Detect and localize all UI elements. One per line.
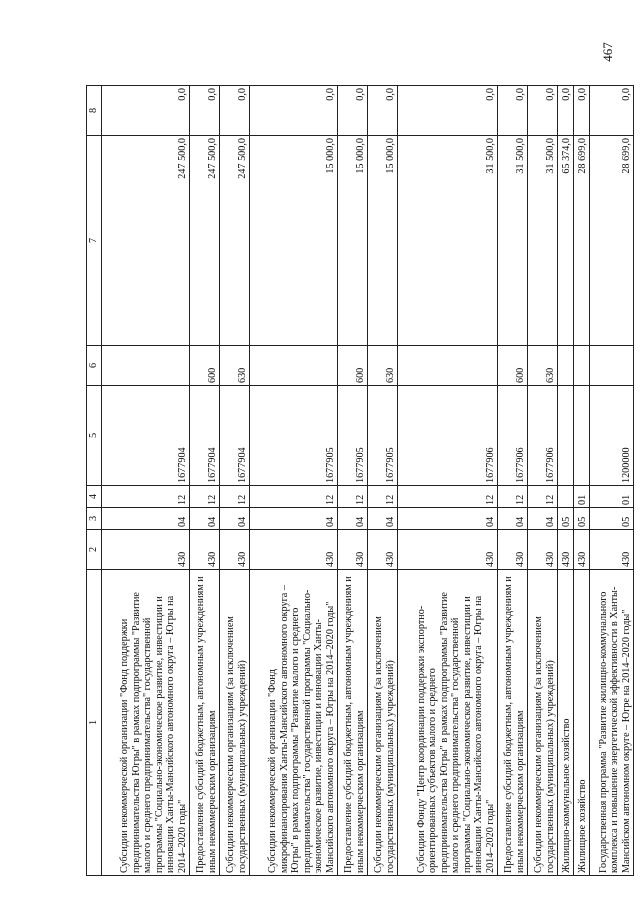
- column-header-4: 4: [87, 486, 102, 508]
- cell-code-4: 12: [102, 486, 190, 508]
- cell-amount: 247 500,0: [220, 136, 250, 346]
- row-name: Субсидии некоммерческим организациям (за исключением государственных (муниципальных) учреждений): [368, 570, 398, 876]
- cell-code-4: 01: [574, 486, 590, 508]
- cell-code-4: 12: [190, 486, 220, 508]
- cell-code-3: 05: [558, 508, 574, 530]
- cell-code-5: 1677906: [498, 386, 528, 486]
- table-row: [590, 86, 634, 876]
- cell-amount-2: 0,0: [102, 86, 190, 136]
- cell-code-3: 04: [498, 508, 528, 530]
- rotated-table-container: [86, 86, 632, 876]
- cell-code-2: 430: [220, 530, 250, 570]
- row-name: Предоставление субсидий бюджетным, автономным учреждениям и иным некоммерческим организациям: [498, 570, 528, 876]
- column-header-1: 1: [87, 570, 102, 876]
- cell-code-4: 12: [368, 486, 398, 508]
- table-row: [574, 86, 590, 876]
- cell-code-2: 430: [398, 530, 498, 570]
- cell-code-6: [590, 346, 634, 386]
- column-header-6: 6: [87, 346, 102, 386]
- budget-table: [86, 85, 634, 876]
- cell-code-3: 04: [190, 508, 220, 530]
- table-row: [498, 86, 528, 876]
- cell-amount: 31 500,0: [528, 136, 558, 346]
- cell-code-3: 05: [590, 508, 634, 530]
- page-number: 467: [599, 42, 615, 62]
- column-header-3: 3: [87, 508, 102, 530]
- cell-code-2: 430: [102, 530, 190, 570]
- cell-code-4: 12: [250, 486, 338, 508]
- column-header-5: 5: [87, 386, 102, 486]
- cell-amount-2: 0,0: [574, 86, 590, 136]
- cell-code-5: 1677906: [528, 386, 558, 486]
- table-body: [102, 86, 634, 876]
- cell-code-2: 430: [190, 530, 220, 570]
- cell-code-4: [558, 486, 574, 508]
- cell-amount-2: 0,0: [398, 86, 498, 136]
- row-name: Субсидии некоммерческой организации "Фонд поддержки предпринимательства Югры" в рамках подпрограммы "Развитие малого и среднего предпринимательства" государственной программы "Социально-экономическое развитие, инвестиции и инновации Ханты-Мансийского автономного округа – Югры на 2014–2020 годы": [102, 570, 190, 876]
- row-name: Предоставление субсидий бюджетным, автономным учреждениям и иным некоммерческим организациям: [190, 570, 220, 876]
- table-row: [338, 86, 368, 876]
- cell-code-6: [102, 346, 190, 386]
- cell-amount: 65 374,0: [558, 136, 574, 346]
- cell-code-5: 1677904: [220, 386, 250, 486]
- cell-code-5: 1677905: [368, 386, 398, 486]
- row-name: Субсидии некоммерческим организациям (за исключением государственных (муниципальных) учреждений): [528, 570, 558, 876]
- cell-code-6: [574, 346, 590, 386]
- cell-code-5: 1677906: [398, 386, 498, 486]
- cell-code-5: 1677904: [190, 386, 220, 486]
- cell-amount: 28 699,0: [574, 136, 590, 346]
- table-row: [398, 86, 498, 876]
- cell-code-4: 12: [338, 486, 368, 508]
- cell-amount: 28 699,0: [590, 136, 634, 346]
- header-row: [87, 86, 102, 876]
- cell-code-3: 04: [220, 508, 250, 530]
- cell-code-4: 01: [590, 486, 634, 508]
- cell-code-3: 04: [102, 508, 190, 530]
- cell-code-5: 1677905: [338, 386, 368, 486]
- table-row: [102, 86, 190, 876]
- cell-amount-2: 0,0: [338, 86, 368, 136]
- table-row: [528, 86, 558, 876]
- cell-code-5: 1677904: [102, 386, 190, 486]
- cell-amount: 31 500,0: [398, 136, 498, 346]
- cell-code-3: 04: [338, 508, 368, 530]
- cell-code-6: [250, 346, 338, 386]
- cell-amount: 15 000,0: [250, 136, 338, 346]
- row-name: Субсидии некоммерческим организациям (за исключением государственных (муниципальных) учреждений): [220, 570, 250, 876]
- row-name: Жилищное хозяйство: [574, 570, 590, 876]
- cell-code-4: 12: [220, 486, 250, 508]
- cell-code-2: 430: [250, 530, 338, 570]
- cell-code-5: [558, 386, 574, 486]
- table-row: [368, 86, 398, 876]
- cell-code-6: [558, 346, 574, 386]
- cell-code-6: [398, 346, 498, 386]
- cell-amount-2: 0,0: [220, 86, 250, 136]
- cell-amount: 247 500,0: [102, 136, 190, 346]
- cell-code-2: 430: [338, 530, 368, 570]
- cell-amount-2: 0,0: [528, 86, 558, 136]
- column-header-7: 7: [87, 136, 102, 346]
- cell-code-3: 04: [368, 508, 398, 530]
- cell-code-6: 600: [190, 346, 220, 386]
- table-row: [220, 86, 250, 876]
- row-name: Жилищно-коммунальное хозяйство: [558, 570, 574, 876]
- cell-code-6: 630: [368, 346, 398, 386]
- cell-code-2: 430: [368, 530, 398, 570]
- cell-amount-2: 0,0: [368, 86, 398, 136]
- cell-code-5: [574, 386, 590, 486]
- cell-amount: 247 500,0: [190, 136, 220, 346]
- row-name: Предоставление субсидий бюджетным, автономным учреждениям и иным некоммерческим организациям: [338, 570, 368, 876]
- cell-amount: 15 000,0: [368, 136, 398, 346]
- cell-amount-2: 0,0: [250, 86, 338, 136]
- cell-code-5: 1200000: [590, 386, 634, 486]
- row-name: Субсидии некоммерческой организации "Фонд микрофинансирования Ханты-Мансийского автономного округа – Югры" в рамках подпрограммы "Развитие малого и среднего предпринимательства" государственной программы "Социально-экономическое развитие, инвестиции и инновации Ханты-Мансийского автономного округа – Югры на 2014–2020 годы": [250, 570, 338, 876]
- cell-code-5: 1677905: [250, 386, 338, 486]
- table-row: [190, 86, 220, 876]
- row-name: Субсидии Фонду "Центр координации поддержки экспортно-ориентированных субъектов малого и среднего предпринимательства Югры" в рамках подпрограммы "Развитие малого и среднего предпринимательства" государственной программы "Социально-экономическое развитие, инвестиции и инновации Ханты-Мансийского автономного округа – Югры на 2014–2020 годы": [398, 570, 498, 876]
- cell-amount-2: 0,0: [558, 86, 574, 136]
- cell-amount-2: 0,0: [590, 86, 634, 136]
- cell-code-6: 630: [220, 346, 250, 386]
- cell-code-2: 430: [498, 530, 528, 570]
- cell-code-2: 430: [558, 530, 574, 570]
- cell-code-4: 12: [528, 486, 558, 508]
- cell-code-3: 04: [528, 508, 558, 530]
- cell-code-4: 12: [498, 486, 528, 508]
- cell-code-3: 05: [574, 508, 590, 530]
- cell-code-3: 04: [398, 508, 498, 530]
- cell-code-4: 12: [398, 486, 498, 508]
- cell-code-2: 430: [528, 530, 558, 570]
- cell-code-6: 630: [528, 346, 558, 386]
- cell-amount-2: 0,0: [190, 86, 220, 136]
- cell-code-3: 04: [250, 508, 338, 530]
- cell-code-2: 430: [574, 530, 590, 570]
- column-header-8: 8: [87, 86, 102, 136]
- column-header-2: 2: [87, 530, 102, 570]
- table-row: [558, 86, 574, 876]
- cell-amount-2: 0,0: [498, 86, 528, 136]
- row-name: Государственная программа "Развитие жилищно-коммунального комплекса и повышение энергетической эффективности в Ханты-Мансийском автономном округе – Югре на 2014–2020 годы": [590, 570, 634, 876]
- cell-amount: 31 500,0: [498, 136, 528, 346]
- cell-code-6: 600: [338, 346, 368, 386]
- cell-amount: 15 000,0: [338, 136, 368, 346]
- table-row: [250, 86, 338, 876]
- cell-code-2: 430: [590, 530, 634, 570]
- cell-code-6: 600: [498, 346, 528, 386]
